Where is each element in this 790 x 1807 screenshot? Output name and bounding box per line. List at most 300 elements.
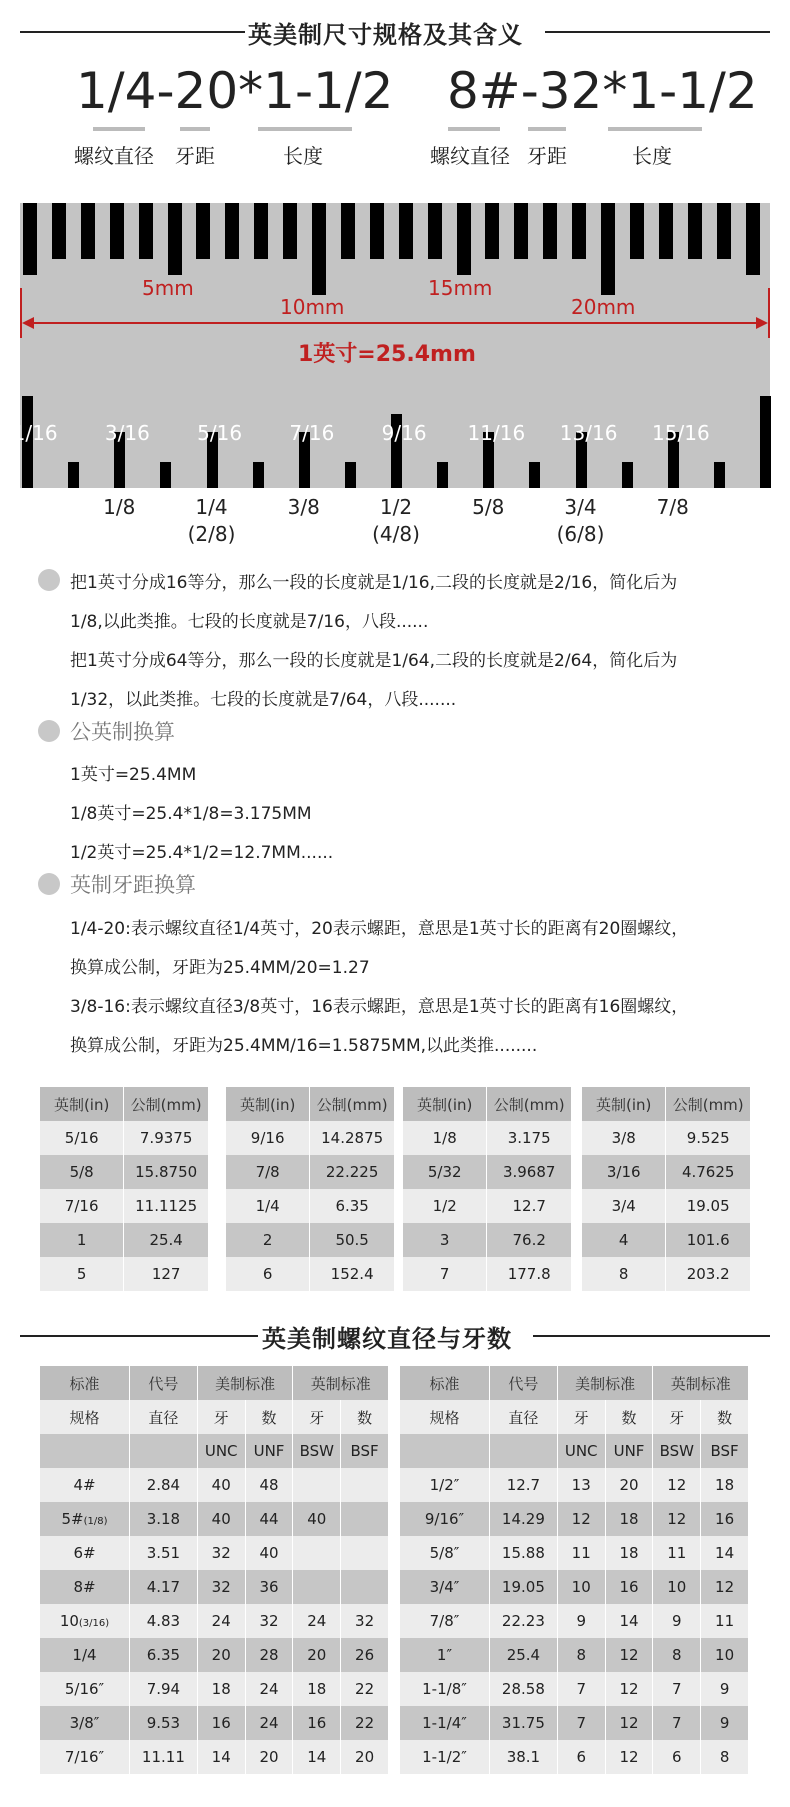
table-row [40, 1223, 208, 1257]
title-rule-left [20, 31, 245, 33]
table-cell: 8 [701, 1740, 748, 1774]
table-cell: 11 [653, 1536, 701, 1570]
label-pitch: 牙距 [527, 144, 567, 168]
table-cell: 1/4 [40, 1638, 130, 1672]
table-cell: 22.225 [310, 1155, 394, 1189]
mm-tick [81, 203, 95, 259]
table-header-cell: 标准 [400, 1366, 490, 1400]
table-cell: 3/4 [582, 1189, 666, 1223]
table-cell: 1/2 [403, 1189, 487, 1223]
table-header-cell: 直径 [130, 1400, 198, 1434]
table-cell: 24 [245, 1706, 293, 1740]
table-row [400, 1706, 748, 1740]
table-header-cell [130, 1434, 198, 1468]
table-header-row [582, 1087, 750, 1121]
table-cell: 22 [341, 1706, 388, 1740]
table-cell: 7/16″ [40, 1740, 130, 1774]
table-cell: 12 [653, 1502, 701, 1536]
mm-tick [110, 203, 124, 259]
table-cell: 12 [653, 1468, 701, 1502]
table-cell: 19.05 [666, 1189, 750, 1223]
table-cell [341, 1570, 388, 1604]
sixteenth-label: 5/16 [197, 421, 243, 445]
thread-table [400, 1366, 748, 1774]
label-length: 长度 [632, 144, 672, 168]
table-row [582, 1121, 750, 1155]
table-cell: 9.525 [666, 1121, 750, 1155]
table-cell: 76.2 [487, 1223, 571, 1257]
fraction-main: 5/8 [472, 495, 505, 519]
table-header-row [40, 1366, 388, 1400]
table-cell: 16 [701, 1502, 748, 1536]
table-header-cell: BSF [341, 1434, 388, 1468]
mm-label: 15mm [428, 276, 493, 300]
mm-tick [312, 203, 326, 295]
mm-tick [370, 203, 384, 259]
table-cell: 50.5 [310, 1223, 394, 1257]
underline [180, 127, 210, 131]
table-row [400, 1604, 748, 1638]
table-cell: 7 [557, 1672, 605, 1706]
table-row [226, 1189, 394, 1223]
table-cell: 32 [197, 1570, 245, 1604]
table-header-cell: 数 [605, 1400, 653, 1434]
table-cell: 24 [197, 1604, 245, 1638]
table-row [400, 1638, 748, 1672]
fraction-main: 1/8 [103, 495, 136, 519]
table-cell: 2 [226, 1223, 310, 1257]
table-cell: 4 [582, 1223, 666, 1257]
table-header-cell: 数 [341, 1400, 388, 1434]
table-cell: 16 [197, 1706, 245, 1740]
table-cell: 3/8 [582, 1121, 666, 1155]
table-header-cell: 公制(mm) [310, 1087, 394, 1121]
table-cell: 40 [293, 1502, 341, 1536]
table-header-row [400, 1366, 748, 1400]
para3-line3: 3/8-16:表示螺纹直径3/8英寸，16表示螺距，意思是1英寸长的距离有16圈螺纹， [70, 997, 689, 1017]
para3-line1: 1/4-20:表示螺纹直径1/4英寸，20表示螺距，意思是1英寸长的距离有20圈螺纹， [70, 919, 689, 939]
table-cell: 9 [557, 1604, 605, 1638]
sixteenth-label: 11/16 [467, 421, 526, 445]
table-header-cell: 英制标准 [653, 1366, 748, 1400]
table-cell: 10 [557, 1570, 605, 1604]
table-cell: 1″ [400, 1638, 490, 1672]
table-cell: 10(3/16) [40, 1604, 130, 1638]
table-cell: 9 [701, 1706, 748, 1740]
table-cell: 7/8″ [400, 1604, 490, 1638]
fraction-label [657, 494, 689, 521]
table-cell: 5/8″ [400, 1536, 490, 1570]
table-cell: 48 [245, 1468, 293, 1502]
underline [93, 127, 145, 131]
mm-tick [196, 203, 210, 259]
mm-tick [283, 203, 297, 259]
para1-line1: 把1英寸分成16等分，那么一段的长度就是1/16,二段的长度就是2/16，简化后为 [70, 573, 678, 593]
table-row [400, 1570, 748, 1604]
table-header-cell: 规格 [400, 1400, 490, 1434]
code-example-1: 1/4-20*1-1/2 [76, 62, 394, 120]
table-row [400, 1536, 748, 1570]
table-row [226, 1121, 394, 1155]
table-header-row [403, 1087, 571, 1121]
table-cell: 2.84 [130, 1468, 198, 1502]
table-cell: 8 [557, 1638, 605, 1672]
table-cell: 3/8″ [40, 1706, 130, 1740]
table-cell [341, 1502, 388, 1536]
table-cell: 16 [293, 1706, 341, 1740]
table-cell: 20 [197, 1638, 245, 1672]
table-cell: 14 [605, 1604, 653, 1638]
table-cell: 12.7 [490, 1468, 558, 1502]
table-cell: 11 [557, 1536, 605, 1570]
table-cell: 9 [701, 1672, 748, 1706]
table-row [40, 1570, 388, 1604]
table-cell: 44 [245, 1502, 293, 1536]
table-cell: 10 [653, 1570, 701, 1604]
label-diameter: 螺纹直径 [430, 144, 510, 168]
table-cell: 14.2875 [310, 1121, 394, 1155]
table-cell: 7 [557, 1706, 605, 1740]
table-cell: 10 [701, 1638, 748, 1672]
inch-equals-label: 1英寸=25.4mm [298, 342, 476, 367]
table-cell: 14.29 [490, 1502, 558, 1536]
table-cell: 12 [605, 1740, 653, 1774]
bullet-dot [38, 720, 60, 742]
fraction-label [557, 494, 605, 548]
table-cell: 12 [605, 1638, 653, 1672]
table-cell: 9/16″ [400, 1502, 490, 1536]
table-header-cell: 英制(in) [403, 1087, 487, 1121]
table-header-cell: BSW [293, 1434, 341, 1468]
table-row [400, 1468, 748, 1502]
sixteenth-label: 15/16 [652, 421, 710, 445]
para2-line1: 1英寸=25.4MM [70, 765, 197, 785]
table-cell: 3.18 [130, 1502, 198, 1536]
table-cell [341, 1468, 388, 1502]
table-cell: 1/4 [226, 1189, 310, 1223]
mm-tick [254, 203, 268, 259]
table-cell: 20 [341, 1740, 388, 1774]
fraction-label [472, 494, 504, 521]
ruler-graphic [12, 203, 770, 488]
table-cell: 18 [605, 1536, 653, 1570]
label-pitch: 牙距 [175, 144, 215, 168]
table-cell: 22 [341, 1672, 388, 1706]
table-cell: 3/16 [582, 1155, 666, 1189]
mm-tick [514, 203, 528, 259]
table-cell: 203.2 [666, 1257, 750, 1291]
para3-line4: 换算成公制，牙距为25.4MM/16=1.5875MM,以此类推........ [70, 1036, 538, 1056]
code-example-2: 8#-32*1-1/2 [447, 62, 758, 120]
title-rule-left [20, 1335, 258, 1337]
table-cell: 6# [40, 1536, 130, 1570]
table-cell: 8 [582, 1257, 666, 1291]
table-cell: 12 [557, 1502, 605, 1536]
table-header-cell: 英制(in) [582, 1087, 666, 1121]
table-header-cell: 代号 [490, 1366, 558, 1400]
table-header-cell: BSF [701, 1434, 748, 1468]
sixteenth-label: 7/16 [289, 421, 335, 445]
table-cell: 25.4 [490, 1638, 558, 1672]
table-row [400, 1672, 748, 1706]
size-note: (1/8) [83, 1516, 108, 1527]
table-header-row [40, 1400, 388, 1434]
table-cell: 7.94 [130, 1672, 198, 1706]
conversion-table [226, 1087, 394, 1291]
table-cell: 16 [605, 1570, 653, 1604]
sixteenth-label: 13/16 [559, 421, 618, 445]
table-cell: 1 [40, 1223, 124, 1257]
table-cell: 19.05 [490, 1570, 558, 1604]
table-cell [293, 1570, 341, 1604]
heading-metric-conversion: 公英制换算 [70, 720, 175, 744]
table-row [40, 1740, 388, 1774]
table-cell: 1-1/4″ [400, 1706, 490, 1740]
table-header-cell: UNC [557, 1434, 605, 1468]
conversion-table [582, 1087, 750, 1291]
table-cell: 3.9687 [487, 1155, 571, 1189]
table-row [40, 1257, 208, 1291]
bullet-dot [38, 569, 60, 591]
table-header-cell: 公制(mm) [487, 1087, 571, 1121]
size-note: (3/16) [78, 1618, 110, 1629]
table-row [226, 1155, 394, 1189]
table-header-row [40, 1434, 388, 1468]
table-cell: 15.8750 [124, 1155, 208, 1189]
mm-tick [601, 203, 615, 295]
table-cell: 1-1/2″ [400, 1740, 490, 1774]
mm-tick [52, 203, 66, 259]
table-cell [293, 1536, 341, 1570]
table-header-cell: 规格 [40, 1400, 130, 1434]
underline [448, 127, 500, 131]
table-cell: 5/32 [403, 1155, 487, 1189]
table-header-cell: 公制(mm) [124, 1087, 208, 1121]
table-cell: 177.8 [487, 1257, 571, 1291]
table-cell: 18 [293, 1672, 341, 1706]
fraction-label [103, 494, 135, 521]
table-cell: 12 [701, 1570, 748, 1604]
table-header-cell: 数 [701, 1400, 748, 1434]
fraction-label [372, 494, 420, 548]
table-header-cell: 英制(in) [40, 1087, 124, 1121]
table-cell: 7/8 [226, 1155, 310, 1189]
title-rule-right [533, 1335, 770, 1337]
table-cell: 5/16″ [40, 1672, 130, 1706]
fraction-label [188, 494, 236, 548]
table-cell: 127 [124, 1257, 208, 1291]
table-row [226, 1257, 394, 1291]
table-cell [293, 1468, 341, 1502]
para2-line3: 1/2英寸=25.4*1/2=12.7MM...... [70, 843, 334, 863]
table-cell: 4.7625 [666, 1155, 750, 1189]
table-cell: 18 [197, 1672, 245, 1706]
thread-table [40, 1366, 388, 1774]
table-header-row [400, 1400, 748, 1434]
table-row [226, 1223, 394, 1257]
fraction-main: 1/2 [379, 495, 413, 519]
table-row [582, 1155, 750, 1189]
table-header-cell: 直径 [490, 1400, 558, 1434]
table-cell: 24 [293, 1604, 341, 1638]
table-row [40, 1638, 388, 1672]
table-header-cell: BSW [653, 1434, 701, 1468]
table-header-cell: 牙 [653, 1400, 701, 1434]
mm-tick [457, 203, 471, 275]
table-cell: 4.17 [130, 1570, 198, 1604]
table-cell: 3/4″ [400, 1570, 490, 1604]
mm-tick [399, 203, 413, 259]
table-cell: 11.11 [130, 1740, 198, 1774]
mm-label: 10mm [280, 295, 345, 319]
table-cell: 24 [245, 1672, 293, 1706]
table-cell: 7 [403, 1257, 487, 1291]
table-row [400, 1740, 748, 1774]
table-cell: 32 [341, 1604, 388, 1638]
table-cell: 5#(1/8) [40, 1502, 130, 1536]
para3-line2: 换算成公制，牙距为25.4MM/20=1.27 [70, 958, 370, 978]
table-header-cell: 数 [245, 1400, 293, 1434]
table-header-cell: UNF [605, 1434, 653, 1468]
section1-title: 英美制尺寸规格及其含义 [248, 21, 523, 49]
table-cell: 12.7 [487, 1189, 571, 1223]
table-cell: 15.88 [490, 1536, 558, 1570]
table-cell: 18 [605, 1502, 653, 1536]
table-cell: 5/16 [40, 1121, 124, 1155]
label-diameter: 螺纹直径 [74, 144, 154, 168]
inch-tick [68, 462, 79, 488]
table-cell: 1/8 [403, 1121, 487, 1155]
table-cell: 152.4 [310, 1257, 394, 1291]
sixteenth-label: 1/16 [12, 421, 58, 445]
table-cell: 11 [701, 1604, 748, 1638]
table-cell: 32 [197, 1536, 245, 1570]
heading-pitch-conversion: 英制牙距换算 [70, 873, 196, 897]
table-cell: 8# [40, 1570, 130, 1604]
inch-tick [529, 462, 540, 488]
table-header-cell: 代号 [130, 1366, 198, 1400]
table-cell: 25.4 [124, 1223, 208, 1257]
mm-tick [225, 203, 239, 259]
para1-line2: 1/8,以此类推。七段的长度就是7/16，八段...... [70, 612, 429, 632]
sixteenth-label: 9/16 [381, 421, 427, 445]
table-cell: 7/16 [40, 1189, 124, 1223]
table-row [403, 1223, 571, 1257]
mm-label: 20mm [571, 295, 636, 319]
table-cell: 6 [557, 1740, 605, 1774]
table-row [40, 1121, 208, 1155]
table-cell: 101.6 [666, 1223, 750, 1257]
table-cell: 8 [653, 1638, 701, 1672]
mm-tick [485, 203, 499, 259]
fraction-main: 3/8 [287, 495, 320, 519]
mm-tick [746, 203, 760, 275]
table-header-cell [400, 1434, 490, 1468]
table-row [40, 1189, 208, 1223]
table-header-cell: UNC [197, 1434, 245, 1468]
table-cell: 9 [653, 1604, 701, 1638]
fraction-label [288, 494, 320, 521]
inch-tick [253, 462, 264, 488]
sixteenth-label: 3/16 [104, 421, 150, 445]
table-row [403, 1257, 571, 1291]
table-row [40, 1672, 388, 1706]
table-cell: 9/16 [226, 1121, 310, 1155]
table-cell: 3.51 [130, 1536, 198, 1570]
table-cell: 14 [701, 1536, 748, 1570]
table-header-cell: 英制(in) [226, 1087, 310, 1121]
fraction-alt: (6/8) [556, 522, 605, 546]
table-cell: 3 [403, 1223, 487, 1257]
para2-line2: 1/8英寸=25.4*1/8=3.175MM [70, 804, 312, 824]
mm-tick [572, 203, 586, 259]
table-cell: 28 [245, 1638, 293, 1672]
table-cell: 38.1 [490, 1740, 558, 1774]
table-header-cell: 牙 [293, 1400, 341, 1434]
table-cell [341, 1536, 388, 1570]
table-row [400, 1502, 748, 1536]
table-cell: 26 [341, 1638, 388, 1672]
table-header-cell: 牙 [557, 1400, 605, 1434]
table-cell: 1/2″ [400, 1468, 490, 1502]
bullet-dot [38, 873, 60, 895]
table-cell: 6.35 [130, 1638, 198, 1672]
table-row [40, 1536, 388, 1570]
fraction-main: 3/4 [564, 495, 597, 519]
table-cell: 40 [197, 1468, 245, 1502]
table-header-row [226, 1087, 394, 1121]
section2-title: 英美制螺纹直径与牙数 [262, 1325, 512, 1353]
table-cell: 5 [40, 1257, 124, 1291]
table-row [582, 1189, 750, 1223]
mm-tick [23, 203, 37, 275]
table-header-cell: 英制标准 [293, 1366, 388, 1400]
table-cell: 20 [293, 1638, 341, 1672]
table-header-row [400, 1434, 748, 1468]
table-header-cell [40, 1434, 130, 1468]
table-header-cell: 美制标准 [557, 1366, 653, 1400]
table-cell: 14 [197, 1740, 245, 1774]
label-length: 长度 [283, 144, 323, 168]
mm-tick [428, 203, 442, 259]
fraction-alt: (2/8) [187, 522, 236, 546]
table-cell: 6.35 [310, 1189, 394, 1223]
mm-tick [659, 203, 673, 259]
table-cell: 20 [245, 1740, 293, 1774]
table-row [40, 1468, 388, 1502]
table-row [582, 1257, 750, 1291]
table-cell: 28.58 [490, 1672, 558, 1706]
conversion-table [403, 1087, 571, 1291]
table-cell: 40 [245, 1536, 293, 1570]
mm-tick [139, 203, 153, 259]
mm-tick [688, 203, 702, 259]
mm-tick [168, 203, 182, 275]
table-row [582, 1223, 750, 1257]
inch-tick [437, 462, 448, 488]
para1-line4: 1/32，以此类推。七段的长度就是7/64，八段....... [70, 690, 457, 710]
table-cell: 6 [226, 1257, 310, 1291]
table-cell: 7 [653, 1672, 701, 1706]
fraction-main: 7/8 [656, 495, 689, 519]
table-header-row [40, 1087, 208, 1121]
table-cell: 6 [653, 1740, 701, 1774]
table-row [403, 1155, 571, 1189]
fraction-main: 1/4 [195, 495, 228, 519]
table-cell: 18 [701, 1468, 748, 1502]
table-cell: 11.1125 [124, 1189, 208, 1223]
table-cell: 7.9375 [124, 1121, 208, 1155]
